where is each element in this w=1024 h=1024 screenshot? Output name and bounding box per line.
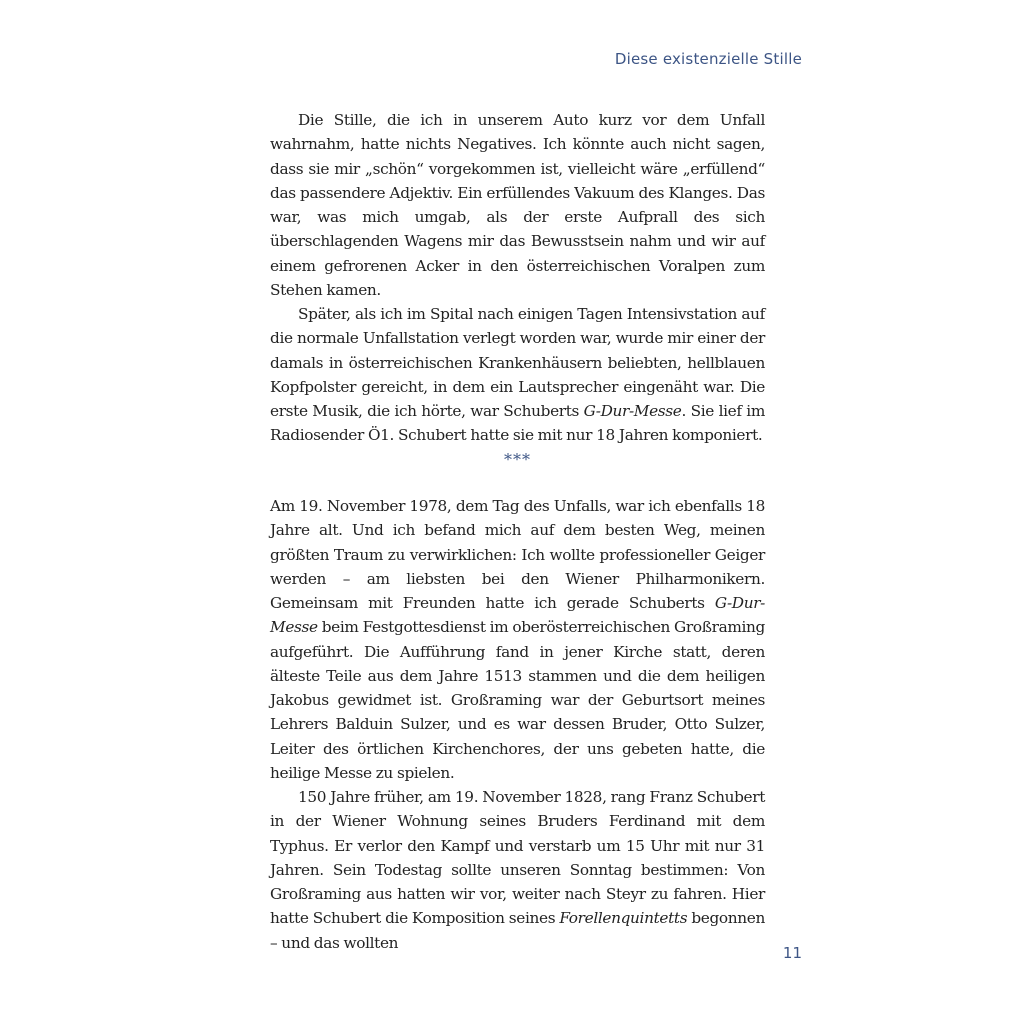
italic-title: Forellenquintetts [559,909,688,928]
page-number: 11 [782,944,802,962]
italic-title: G-Dur-Messe [583,402,682,420]
text-run: begonnen – und das wollten [270,909,765,952]
text-run: Am 19. November 1978, dem Tag des Unfalls, war ich ebenfalls 18 Jahre alt. Und ich befand mich auf dem besten Weg, meinen größten Traum zu verwirklichen: Ich wollte professioneller Geiger werden – am liebsten bei den Wiener Philharmonikern. Gemeinsam mit Freunden hatte ich gerade Schuberts [270,497,765,612]
section-separator: *** [504,450,531,469]
paragraph: Die Stille, die ich in unserem Auto kurz vor dem Unfall wahrnahm, hatte nichts Negatives. Ich könnte auch nicht sagen, dass sie mir „schön“ vorgekommen ist, vielleicht wäre „erfüllend“ das passendere Adjektiv. Ein erfüllendes Vakuum des Klanges. Das war, was mich umgab, als der erste Aufprall des sich überschlagenden Wagens mir das Bewusstsein nahm und wir auf einem gefrorenen Acker in den österreichischen Voralpen zum Stehen kamen. [270,111,765,299]
italic-title: G-Dur-Messe [270,594,765,637]
text-run: Später, als ich im Spital nach einigen Tagen Intensivstation auf die normale Unfallstation verlegt worden war, wurde mir einer der damals in österreichischen Krankenhäusern beliebten, hellblauen Kopfpolster gereicht, in dem ein Lautsprecher eingenäht war. Die erste Musik, die ich hörte, war Schuberts [270,305,765,420]
paragraph [270,785,765,955]
paragraph [270,494,765,785]
text-run: beim Festgottesdienst im oberösterreichischen Großraming aufgeführt. Die Aufführung fand in jener Kirche statt, deren älteste Teile aus dem Jahre 1513 stammen und die dem heiligen Jakobus gewidmet ist. Großraming war der Geburtsort meines Lehrers Balduin Sulzer, und es war dessen Bruder, Otto Sulzer, Leiter des örtlichen Kirchenchores, der uns gebeten hatte, die heilige Messe zu spielen. [270,618,765,782]
text-run: . Sie lief im Radiosender Ö1. Schubert hatte sie mit nur 18 Jahren komponiert. [270,402,765,445]
paragraph [270,302,765,448]
text-run: 150 Jahre früher, am 19. November 1828, rang Franz Schubert in der Wiener Wohnung seines Bruders Ferdinand mit dem Typhus. Er verlor den Kampf und verstarb um 15 Uhr mit nur 31 Jahren. Sein Todestag sollte unseren Sonntag bestimmen: Von Großraming aus hatten wir vor, weiter nach Steyr zu fahren. Hier hatte Schubert die Komposition seines [270,788,765,928]
running-head: Diese existenzielle Stille [614,50,802,68]
text-section-1 [270,108,765,448]
text-section-2 [270,494,765,955]
